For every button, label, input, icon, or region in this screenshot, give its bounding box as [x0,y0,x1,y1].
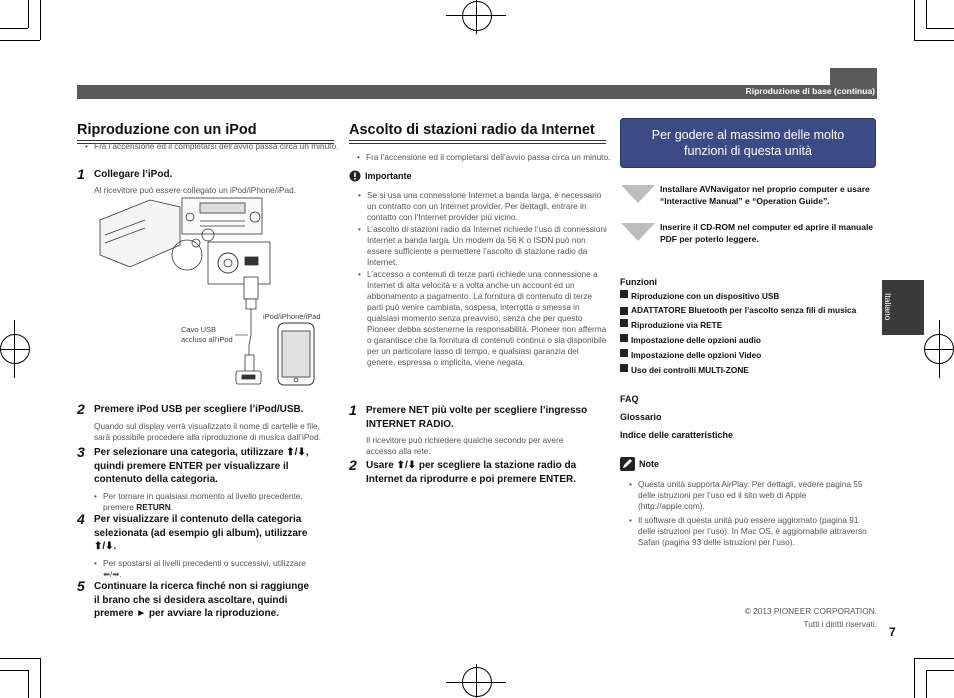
crop-mark [0,40,40,41]
funzioni-item-label: Uso dei controlli MULTI-ZONE [631,365,749,375]
ipod-section-title: Riproduzione con un iPod [77,122,334,141]
step-text-line: selezionata (ad esempio gli album), utilizzare [94,527,308,539]
rights-line: Tutti i diritti riservati. [803,619,877,629]
important-item: • Se si usa una connessione Internet a banda larga, è necessario un contratto con un Internet provider. Per dettagli, entrare in contatto con l’Internet provider più vicino. [358,190,608,223]
header-tab [830,68,877,85]
crop-mark [0,670,28,671]
step-number: 2 [77,401,85,417]
step-text-line: premere ► per avviare la riproduzione. [94,608,279,619]
registration-line [14,320,15,378]
radio-intro: • Fra l’accensione ed il completarsi dell’avvio passa circa un minuto. [357,152,616,163]
crop-mark [40,658,41,698]
bullet-square-icon [620,307,628,315]
ipod-step-1 [77,168,337,196]
step-text [94,580,342,621]
crop-mark [926,670,927,698]
step-text-line: contenuto della categoria. [94,474,218,485]
usb-cable-label-line: accluso all’iPod [181,335,233,344]
crop-mark [926,670,954,671]
funzioni-heading[interactable]: Funzioni [620,277,657,287]
note-item: • Questa unità supporta AirPlay. Per dettagli, vedere pagina 55 delle istruzioni per l’uso ed il sito web di Apple (http://apple.com). [629,479,875,512]
bullet-square-icon [620,319,628,327]
crop-mark [0,28,28,29]
ipod-step-4 [77,513,342,580]
device-label: iPod/iPhone/iPad [263,312,321,321]
step-text [94,446,342,487]
ipod-intro: • Fra l’accensione ed il completarsi dell’avvio passa circa un minuto. [85,141,344,152]
crop-mark [914,0,915,40]
step-subtext [94,491,342,513]
copyright [745,606,877,630]
crop-mark [914,658,954,659]
step-number: 1 [349,402,357,418]
arrow-down-icon [621,185,655,203]
step-subtext-line: • Per tornare in qualsiasi momento al livello precedente, [103,490,303,501]
funzioni-item-label: Impostazione delle opzioni audio [631,335,761,345]
indice-link[interactable]: Indice delle caratteristiche [620,430,734,440]
note-pencil-icon [620,457,635,471]
step-text-line: Internet da riprodurre e poi premere ENTER. [366,473,577,485]
funzioni-item-label: Riproduzione con un dispositivo USB [631,291,780,301]
feature-box [620,118,876,168]
step-text-line: ⬆/⬇. [94,541,117,552]
step-text-line: Usare ⬆/⬇ per scegliere la stazione radio da [366,460,577,471]
important-item: • L’accesso a contenuti di terze parti richiede una connessione a Internet di alta velocità e a volta anche un account ed un abbonamento a pagamento. La fornitura di contenuto di terze parti può venire cambiata, sospesa, interrotta o smessa in qualsiasi momento senza preavviso, senza che per questo Pioneer debba sostenerne la responsabilità. Pioneer non afferma o garantisce che la fornitura di contenuti continui o sia disponibile per un particolare lasso di tempo, e qualsiasi garanzia del genere, espressa o implicita, viene negata. [358,269,608,368]
note-heading [620,457,659,471]
step-number: 1 [77,166,85,182]
glossario-link[interactable]: Glossario [620,412,662,422]
header-section-title: Riproduzione di base (continua) [745,86,875,96]
radio-step-2 [349,459,614,486]
crop-mark [926,28,954,29]
step-text-line: Premere NET più volte per scegliere l’ingresso [366,405,588,416]
step-subtext-line: ⬅/➡. [103,568,122,579]
crop-mark [914,658,915,698]
crop-mark [28,0,29,28]
funzioni-item-label: Riproduzione via RETE [631,320,723,330]
step-number: 5 [77,578,85,594]
funzioni-item[interactable] [620,349,860,361]
registration-line [0,349,30,350]
crop-mark [914,40,954,41]
cdrom-tip: Inserire il CD-ROM nel computer ed aprire il manuale PDF per poterlo leggere. [660,222,874,244]
important-icon [349,170,361,182]
step-text-line: Per visualizzare il contenuto della categoria [94,514,302,525]
important-item: • L’ascolto di stazioni radio da Internet richiede l’uso di connessioni Internet a banda larga. Un modem da 56 K o ISDN può non essere sufficiente a permettere l’ascolto di stazione radio da Internet. [358,224,608,268]
important-heading [349,170,412,182]
step-number: 2 [349,457,357,473]
crop-mark [0,658,40,659]
ipod-connection-diagram [90,195,335,395]
crop-mark [28,670,29,698]
step-number: 4 [77,511,85,527]
crop-mark [40,0,41,40]
usb-cable-label-line: Cavo USB [181,325,217,334]
return-key-label: RETURN [136,501,171,512]
step-text [366,459,614,486]
usb-cable-label [181,325,233,345]
step-subtext-line: • Per spostarsi ai livelli precedenti o successivi, utilizzare [103,557,306,568]
step-subtext-line: Quando sul display verrà visualizzato il nome di cartelle e file, [94,420,320,431]
step-text: Premere iPod USB per scegliere l’iPod/USB. [94,404,304,415]
important-label: Importante [365,171,412,181]
step-text-line: Continuare la ricerca finché non si raggiunge [94,581,310,592]
step-subtext: Al ricevitore può essere collegato un iPod/iPhone/iPad. [94,184,297,195]
funzioni-item[interactable] [620,364,860,376]
step-text [94,513,342,554]
registration-line [476,664,477,698]
registration-line [939,320,940,378]
step-text-line: il brano che si desidera ascoltare, quindi [94,594,288,606]
step-text-line: INTERNET RADIO. [366,418,454,430]
step-subtext: Il ricevitore può richiedere qualche secondo per avere accesso alla rete. [366,435,564,456]
note-list [629,479,875,548]
step-number: 3 [77,444,85,460]
crop-mark [926,0,927,28]
subtext-part: . [170,501,174,512]
feature-box-title-line: funzioni di questa unità [684,144,812,158]
funzioni-item[interactable] [620,334,860,346]
step-subtext [94,421,342,443]
faq-link[interactable]: FAQ [620,394,639,404]
registration-mark [462,1,492,31]
feature-box-title-line: Per godere al massimo delle molto [651,128,845,142]
note-label: Note [639,459,659,469]
step-text [366,404,614,431]
funzioni-item-label: Impostazione delle opzioni Video [631,350,762,360]
bullet-square-icon [620,364,628,372]
funzioni-list [620,290,860,376]
step-text-line: Per selezionare una categoria, utilizzare ⬆/⬇, [94,447,309,458]
step-subtext-line [103,502,342,513]
ipod-step-3 [77,446,342,513]
ipod-step-2 [77,403,342,443]
step-text: Collegare l’iPod. [94,169,173,180]
copyright-line: © 2013 PIONEER CORPORATION. [744,606,877,616]
step-text-line: quindi premere ENTER per visualizzare il [94,460,289,472]
registration-line [476,0,477,34]
radio-section-title: Ascolto di stazioni radio da Internet [349,122,606,141]
subtext-part: premere [103,501,137,512]
important-list [358,190,608,368]
page-number: 7 [889,625,896,639]
note-item: • Il software di questa unità può essere aggiornato (pagina 91 delle istruzioni per l’uso). In Mac OS, è aggiornabile attraverso Safari (pagina 93 delle istruzioni per l’uso). [629,515,875,548]
step-subtext-line: sarà possibile procedere alla riproduzione di musica dall’iPod. [94,431,321,442]
ipod-step-5 [77,580,342,621]
radio-step-1 [349,404,614,457]
funzioni-item[interactable] [620,290,860,302]
avnavigator-tip: Installare AVNavigator nel proprio computer e usare “Interactive Manual” e “Operation Guide”. [660,184,870,206]
bullet-square-icon [620,290,628,298]
bullet-square-icon [620,349,628,357]
step-subtext [94,558,342,580]
language-tab-label: Italiano [883,293,893,321]
arrow-down-icon [621,223,655,241]
bullet-square-icon [620,334,628,342]
funzioni-item[interactable] [620,319,860,331]
funzioni-item[interactable] [620,305,860,316]
funzioni-item-label: ADATTATORE Bluetooth per l’ascolto senza fili di musica [631,305,857,315]
